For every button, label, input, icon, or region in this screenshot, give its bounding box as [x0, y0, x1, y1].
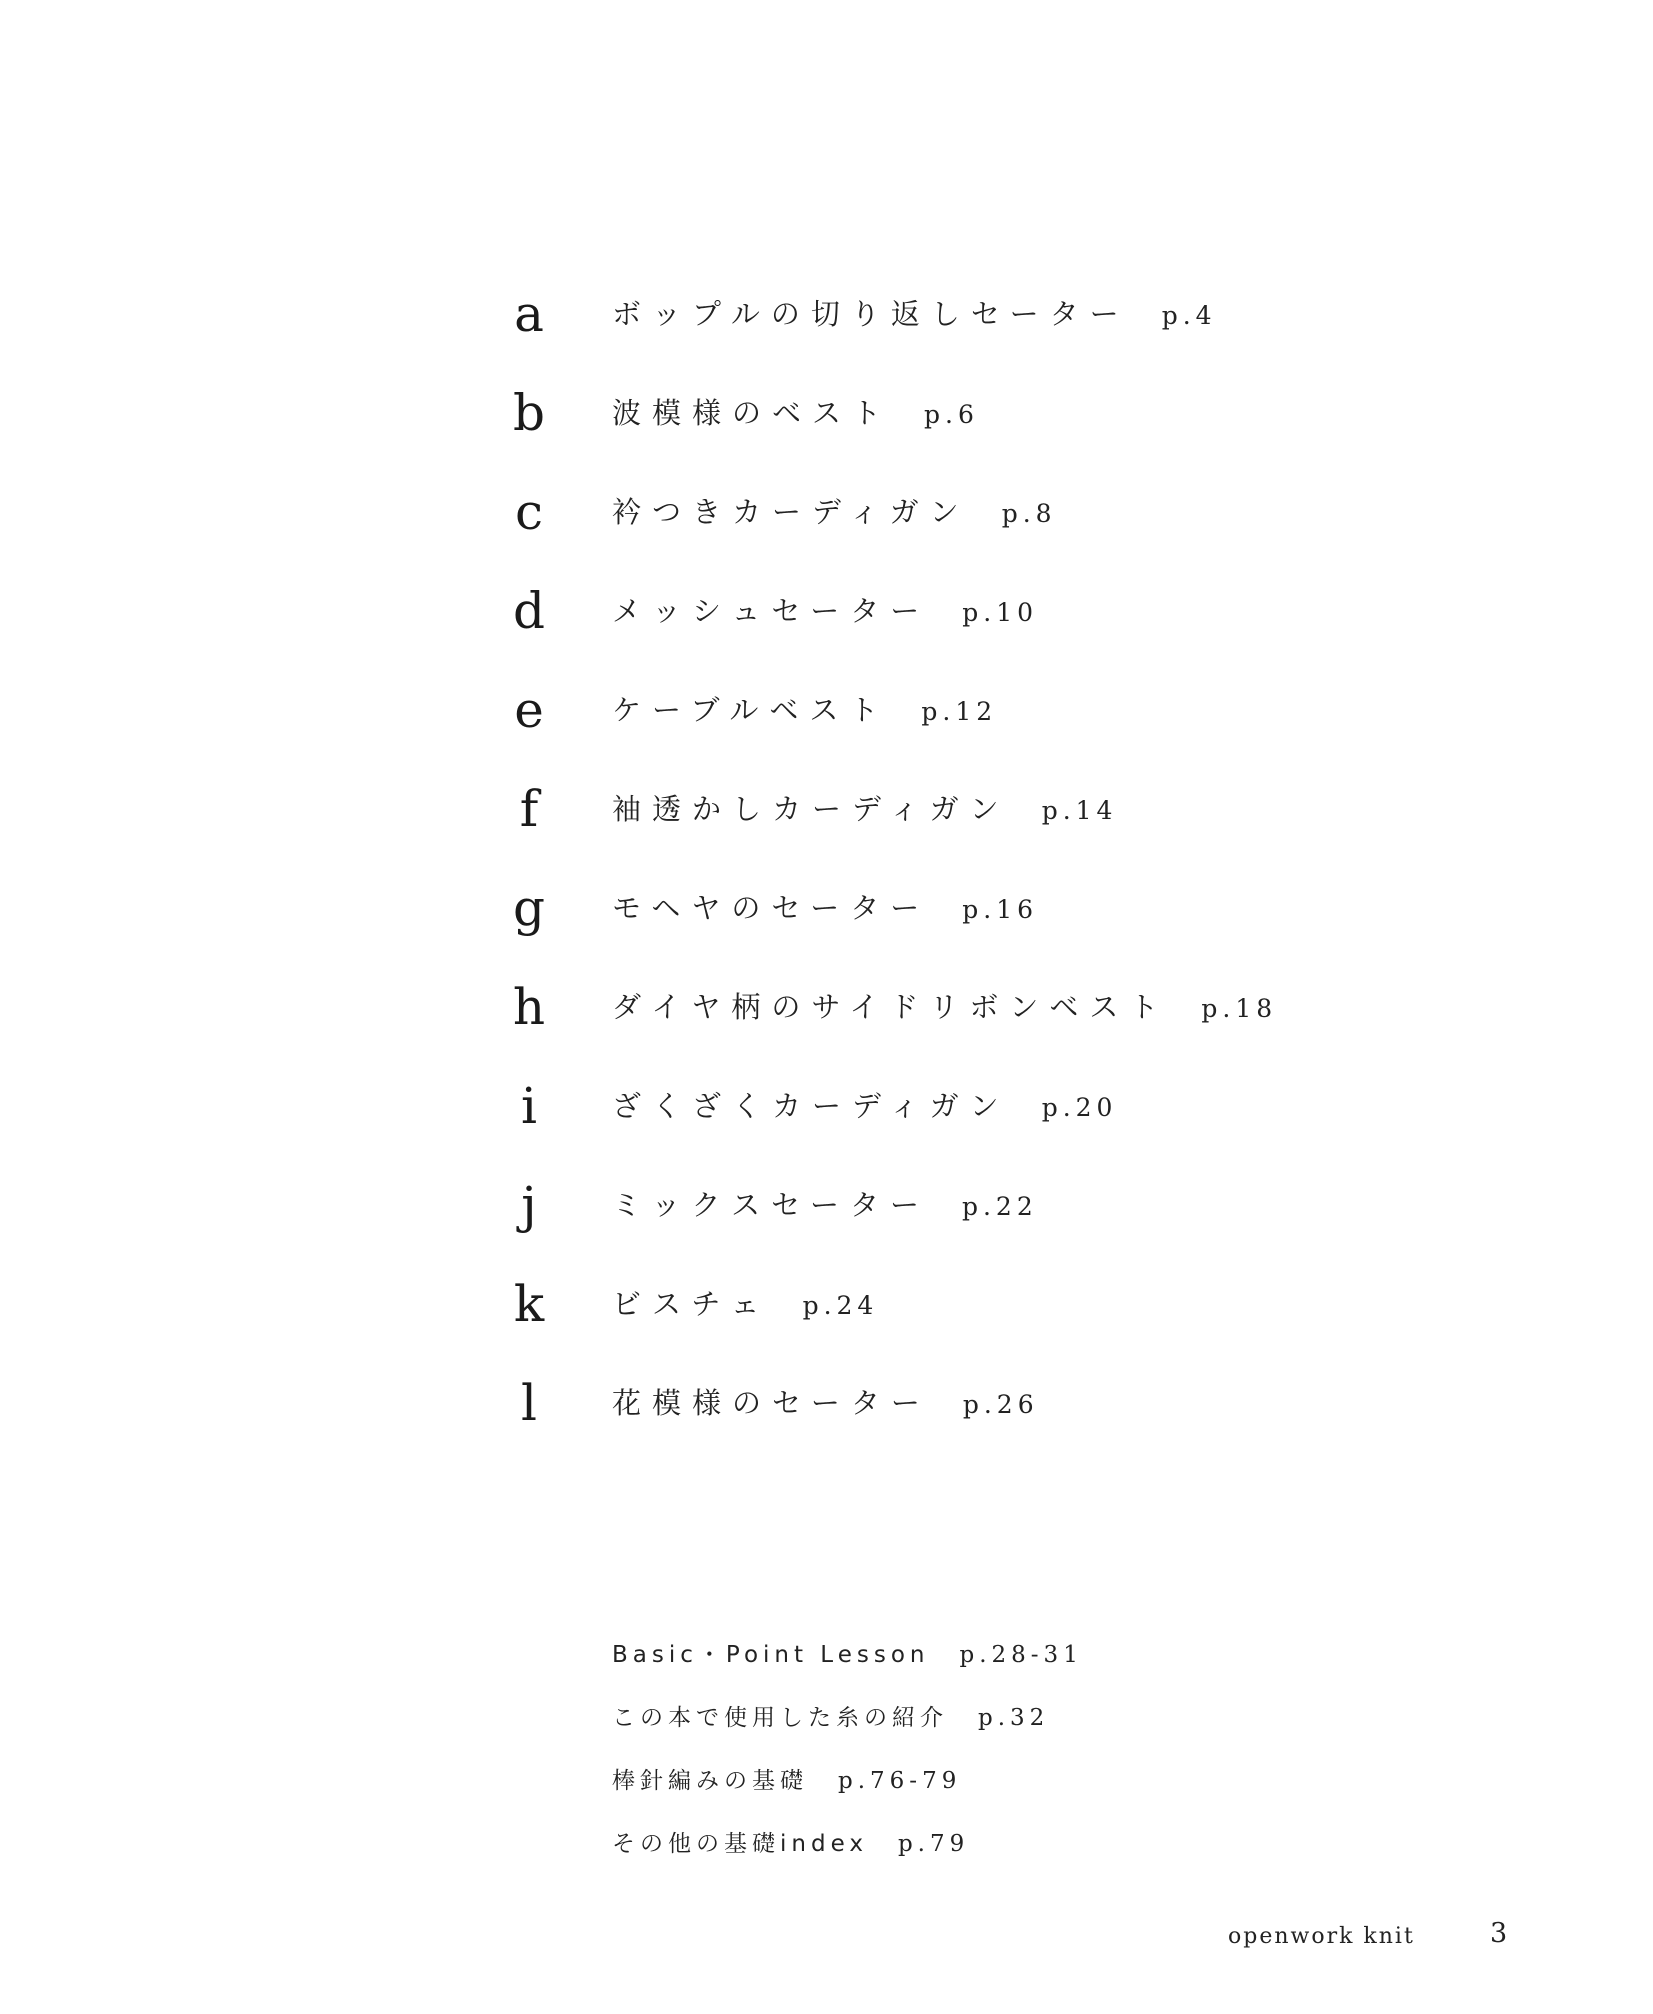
item-page: p.10	[962, 598, 1039, 627]
item-title: ダイヤ柄のサイドリボンベスト	[612, 990, 1170, 1024]
page-number: 3	[1490, 1918, 1508, 1949]
item-page: p.14	[1041, 796, 1118, 825]
running-footer-title: openwork knit	[1228, 1924, 1415, 1949]
item-page: p.6	[924, 400, 979, 429]
extra-item-knitting-basics[interactable]	[612, 1761, 961, 1801]
item-letter: a	[514, 285, 544, 343]
item-page: p.22	[961, 1192, 1038, 1221]
item-entry	[612, 576, 1038, 648]
item-title: メッシュセーター	[612, 594, 931, 628]
item-entry	[612, 1071, 1117, 1143]
item-title: 衿つきカーディガン	[612, 495, 970, 529]
item-title: 花模様のセーター	[612, 1386, 931, 1420]
extra-item-other-basics-index[interactable]	[612, 1824, 969, 1864]
extra-page: p.79	[897, 1831, 970, 1857]
item-title: 波模様のベスト	[612, 396, 893, 430]
item-entry	[612, 1368, 1039, 1440]
extra-page: p.76-79	[838, 1768, 962, 1794]
item-page: p.18	[1201, 994, 1278, 1023]
item-letter: b	[512, 384, 545, 442]
item-page: p.8	[1001, 499, 1057, 528]
extra-title: この本で使用した糸の紹介	[612, 1705, 948, 1731]
item-page: p.24	[802, 1291, 879, 1320]
item-title: ケーブルベスト	[612, 693, 890, 727]
item-entry	[612, 279, 1217, 351]
item-letter: d	[512, 582, 545, 640]
item-entry	[612, 774, 1117, 846]
extra-page: p.32	[978, 1705, 1050, 1731]
item-letter: e	[514, 681, 544, 739]
extra-item-basic-lesson[interactable]	[612, 1635, 1083, 1675]
item-page: p.26	[962, 1390, 1039, 1419]
item-letter: g	[512, 879, 545, 937]
item-title: ミックスセーター	[612, 1188, 930, 1222]
item-entry	[612, 477, 1057, 549]
item-entry	[612, 1170, 1038, 1242]
item-title: 袖透かしカーディガン	[612, 792, 1010, 826]
item-letter: j	[521, 1176, 537, 1234]
extra-title: 棒針編みの基礎	[612, 1768, 808, 1794]
item-entry	[612, 972, 1277, 1044]
item-letter: f	[519, 780, 539, 838]
item-title: モヘヤのセーター	[612, 891, 931, 925]
item-title: ビスチェ	[612, 1287, 771, 1321]
extra-title: その他の基礎index	[612, 1831, 868, 1857]
item-letter: l	[521, 1374, 537, 1432]
item-letter: h	[512, 978, 546, 1036]
item-entry	[612, 873, 1038, 945]
extra-page: p.28-31	[959, 1642, 1083, 1668]
item-entry	[612, 1269, 878, 1341]
item-title: ボップルの切り返しセーター	[612, 297, 1130, 331]
extra-item-yarn-intro[interactable]	[612, 1698, 1049, 1738]
item-letter: k	[513, 1275, 545, 1333]
item-page: p.12	[921, 697, 998, 726]
extra-title: Basic・Point Lesson	[612, 1642, 930, 1668]
item-letter: i	[521, 1077, 537, 1135]
item-title: ざくざくカーディガン	[612, 1089, 1010, 1123]
item-page: p.20	[1041, 1093, 1118, 1122]
item-letter: c	[514, 483, 543, 541]
item-page: p.16	[962, 895, 1039, 924]
item-entry	[612, 378, 979, 450]
item-entry	[612, 675, 997, 747]
item-page: p.4	[1161, 301, 1217, 330]
